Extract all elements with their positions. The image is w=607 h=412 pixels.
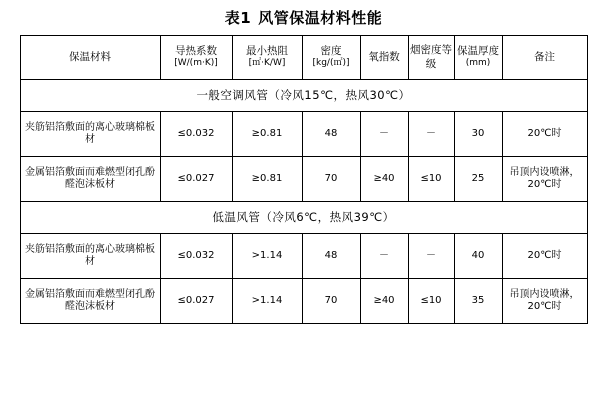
table-row bbox=[20, 157, 587, 202]
cell-oxygen-index: － bbox=[360, 112, 408, 157]
cell-material: 金属铝箔敷面而难燃型闭孔酚醛泡沫板材 bbox=[20, 279, 160, 324]
cell-min-thermal-resistance: ≥0.81 bbox=[232, 112, 302, 157]
cell-remark: 20℃时 bbox=[502, 234, 587, 279]
cell-material: 夹筋铝箔敷面的离心玻璃棉板材 bbox=[20, 234, 160, 279]
cell-material: 夹筋铝箔敷面的离心玻璃棉板材 bbox=[20, 112, 160, 157]
cell-insulation-thickness: 25 bbox=[454, 157, 502, 202]
header-cell-insulation-thickness bbox=[454, 36, 502, 80]
table-row bbox=[20, 112, 587, 157]
cell-oxygen-index: ≥40 bbox=[360, 279, 408, 324]
header-cell-remark bbox=[502, 36, 587, 80]
cell-material: 金属铝箔敷面而难燃型闭孔酚醛泡沫板材 bbox=[20, 157, 160, 202]
cell-smoke-density-grade: － bbox=[408, 112, 454, 157]
cell-density: 48 bbox=[302, 112, 360, 157]
cell-thermal-conductivity: ≤0.032 bbox=[160, 234, 232, 279]
cell-density: 48 bbox=[302, 234, 360, 279]
cell-min-thermal-resistance: >1.14 bbox=[232, 234, 302, 279]
table-row bbox=[20, 234, 587, 279]
header-unit-min-thermal-resistance: [㎡·K/W] bbox=[248, 58, 286, 69]
insulation-spec-table bbox=[20, 35, 588, 324]
header-main-min-thermal-resistance: 最小热阻 bbox=[246, 45, 288, 58]
section-label: 低温风管（冷风6℃，热风39℃） bbox=[20, 202, 587, 234]
cell-thermal-conductivity: ≤0.027 bbox=[160, 279, 232, 324]
cell-smoke-density-grade: ≤10 bbox=[408, 279, 454, 324]
header-unit-insulation-thickness: (mm) bbox=[465, 58, 491, 69]
cell-oxygen-index: － bbox=[360, 234, 408, 279]
section-header-row bbox=[20, 80, 587, 112]
cell-thermal-conductivity: ≤0.032 bbox=[160, 112, 232, 157]
header-main-remark: 备注 bbox=[534, 50, 555, 63]
table-number: 表1 bbox=[224, 9, 252, 27]
header-cell-oxygen-index bbox=[360, 36, 408, 80]
cell-oxygen-index: ≥40 bbox=[360, 157, 408, 202]
header-unit-density: [kg/(㎡)] bbox=[312, 58, 350, 69]
table-row bbox=[20, 279, 587, 324]
table-header-row bbox=[20, 36, 587, 80]
header-cell-min-thermal-resistance bbox=[232, 36, 302, 80]
header-main-density: 密度 bbox=[320, 45, 342, 58]
cell-remark: 20℃时 bbox=[502, 112, 587, 157]
header-cell-thermal-conductivity bbox=[160, 36, 232, 80]
cell-insulation-thickness: 30 bbox=[454, 112, 502, 157]
header-main-insulation-thickness: 保温厚度 bbox=[457, 45, 499, 58]
cell-min-thermal-resistance: >1.14 bbox=[232, 279, 302, 324]
header-unit-thermal-conductivity: [W/(m·K)] bbox=[174, 58, 218, 69]
table-title: 风管保温材料性能 bbox=[258, 9, 383, 27]
cell-remark: 吊顶内设喷淋，20℃时 bbox=[502, 279, 587, 324]
section-header-row bbox=[20, 202, 587, 234]
header-cell-smoke-density-grade bbox=[408, 36, 454, 80]
section-label: 一般空调风管（冷风15℃，热风30℃） bbox=[20, 80, 587, 112]
header-cell-density bbox=[302, 36, 360, 80]
cell-density: 70 bbox=[302, 279, 360, 324]
cell-min-thermal-resistance: ≥0.81 bbox=[232, 157, 302, 202]
header-main-oxygen-index: 氧指数 bbox=[368, 50, 400, 63]
cell-insulation-thickness: 35 bbox=[454, 279, 502, 324]
cell-remark: 吊顶内设喷淋，20℃时 bbox=[502, 157, 587, 202]
header-main-thermal-conductivity: 导热系数 bbox=[175, 45, 217, 58]
cell-thermal-conductivity: ≤0.027 bbox=[160, 157, 232, 202]
cell-density: 70 bbox=[302, 157, 360, 202]
table-caption bbox=[0, 0, 607, 35]
cell-smoke-density-grade: － bbox=[408, 234, 454, 279]
cell-insulation-thickness: 40 bbox=[454, 234, 502, 279]
header-main-smoke-density-grade: 烟密度等级 bbox=[410, 44, 452, 70]
header-cell-material bbox=[20, 36, 160, 80]
cell-smoke-density-grade: ≤10 bbox=[408, 157, 454, 202]
header-main-material: 保温材料 bbox=[69, 50, 111, 63]
